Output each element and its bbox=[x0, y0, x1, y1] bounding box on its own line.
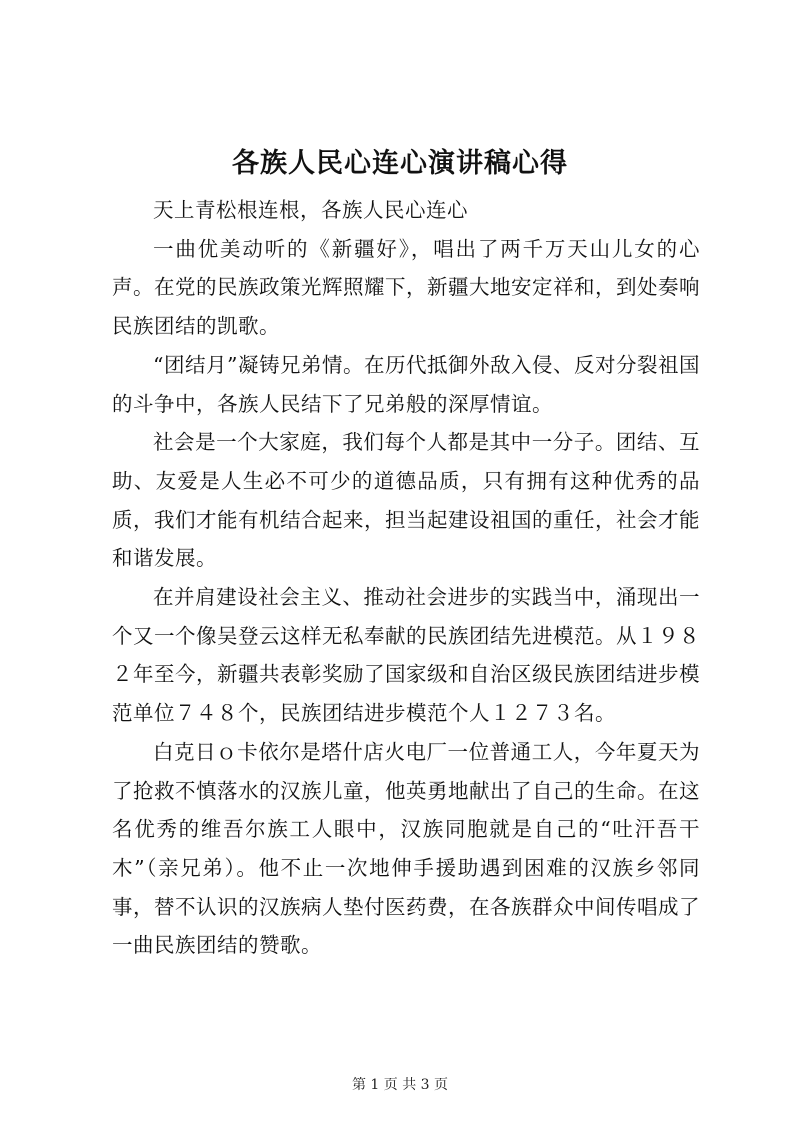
page-footer: 第 1 页 共 3 页 bbox=[351, 1077, 449, 1093]
document-body bbox=[112, 191, 700, 965]
paragraph: 在并肩建设社会主义、推动社会进步的实践当中，涌现出一个又一个像吴登云这样无私奉献的民族团结先进模范。从１９８２年至今，新疆共表彰奖励了国家级和自治区级民族团结进步模范单位７４８个，民族团结进步模范个人１２７３名。 bbox=[112, 585, 700, 726]
paragraph: “团结月”凝铸兄弟情。在历代抵御外敌入侵、反对分裂祖国的斗争中，各族人民结下了兄弟般的深厚情谊。 bbox=[112, 352, 700, 416]
paragraph: 天上青松根连根，各族人民心连心 bbox=[153, 198, 468, 222]
document-title: 各族人民心连心演讲稿心得 bbox=[232, 148, 568, 179]
paragraph: 一曲优美动听的《新疆好》，唱出了两千万天山儿女的心声。在党的民族政策光辉照耀下，新疆大地安定祥和，到处奏响民族团结的凯歌。 bbox=[112, 236, 700, 339]
paragraph: 社会是一个大家庭，我们每个人都是其中一分子。团结、互助、友爱是人生必不可少的道德品质，只有拥有这种优秀的品质，我们才能有机结合起来，担当起建设祖国的重任，社会才能和谐发展。 bbox=[112, 430, 700, 571]
paragraph: 白克日ｏ卡依尔是塔什店火电厂一位普通工人，今年夏天为了抢救不慎落水的汉族儿童，他英勇地献出了自己的生命。在这名优秀的维吾尔族工人眼中，汉族同胞就是自己的“吐汗吾干木”（亲兄弟）。他不止一次地伸手援助遇到困难的汉族乡邻同事，替不认识的汉族病人垫付医药费，在各族群众中间传唱成了一曲民族团结的赞歌。 bbox=[112, 739, 700, 958]
